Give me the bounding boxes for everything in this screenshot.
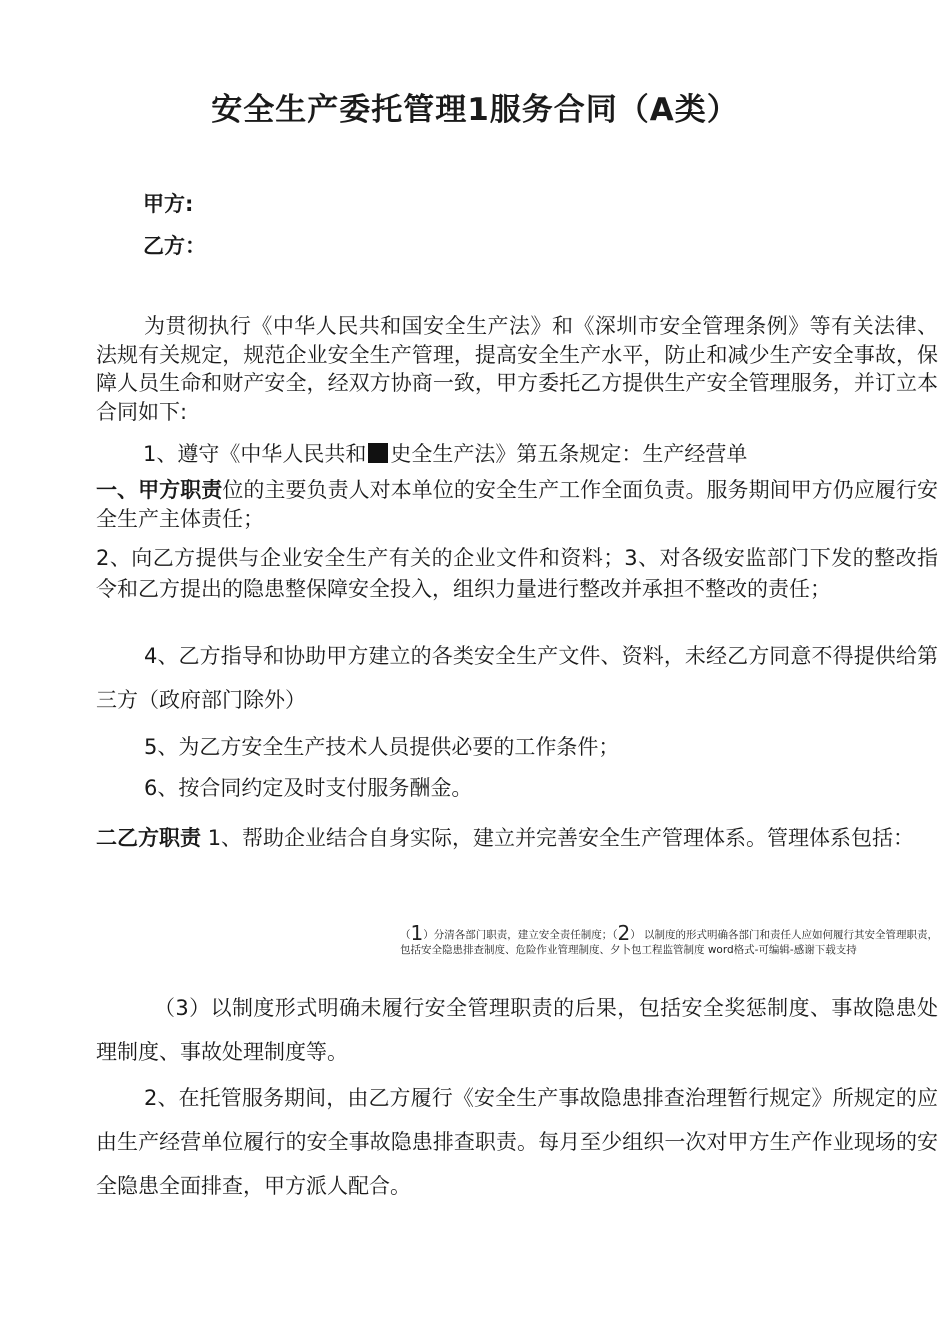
document-title: 安全生产委托管理1服务合同（A类） [211,92,739,128]
small-paren-open: （ [400,929,411,941]
section2-heading: 二乙方职责 [96,826,201,850]
item5-paragraph: 5、为乙方安全生产技术人员提供必要的工作条件； [144,735,620,759]
section1-item1 [96,476,938,533]
item2-3-paragraph: 2、向乙方提供与企业安全生产有关的企业文件和资料；3、对各级安监部门下发的整改指令和乙方提出的隐患整保障安全投入，组织力量进行整改并承担不整改的责任； [96,546,938,601]
party-b-label: 乙方： [143,234,206,258]
redaction-block [368,443,388,463]
party-a-label: 甲方: [143,192,194,216]
item1-text-a: 1、遵守《中华人民共和 [143,442,367,466]
section2-item1-text: 1、帮助企业结合自身实际，建立并完善安全生产管理体系。管理体系包括： [207,826,915,850]
section2-item1 [96,816,938,860]
intro-paragraph: 为贯彻执行《中华人民共和国安全生产法》和《深圳市安全管理条例》等有关法律、法规有关规定，规范企业安全生产管理，提高安全生产水平，防止和减少生产安全事故，保障人员生命和财产安全，经双方协商一致，甲方委托乙方提供生产安全管理服务，并订立本合同如下: [96,314,938,424]
small-print-note [400,921,940,958]
item1-text-b: 史全生产法》第五条规定：生产经营单 [390,442,748,466]
small-number-1: 1 [410,921,424,945]
section2-item2: 2、在托管服务期间，由乙方履行《安全生产事故隐患排查治理暂行规定》所规定的应由生产经营单位履行的安全事故隐患排查职责。每月至少组织一次对甲方生产作业现场的安全隐患全面排查，甲方派人配合。 [96,1086,938,1198]
small-number-2: 2 [617,921,631,945]
small-text-1: ）分清各部门职责，建立安全责任制度；（ [423,929,618,941]
item4-paragraph: 4、乙方指导和协助甲方建立的各类安全生产文件、资料，未经乙方同意不得提供给第三方（政府部门除外） [96,644,938,712]
section1-heading: 一、甲方职责 [96,478,223,502]
small-text-2: ） 以制度的形式明确各部门和责任人应如何履行其安全管理职责，包括安全隐患排查制度、危险作业管理制度、夕卜包工程监管制度 word格式-可编辑-感谢下载支持 [400,929,939,956]
sub3-paragraph: （3）以制度形式明确未履行安全管理职责的后果，包括安全奖惩制度、事故隐患处理制度、事故处理制度等。 [96,996,938,1064]
item1-rest: 位的主要负责人对本单位的安全生产工作全面负责。服务期间甲方仍应履行安全生产主体责任； [96,478,939,531]
item1-first-line [143,440,938,469]
item6-paragraph: 6、按合同约定及时支付服务酬金。 [144,776,473,800]
